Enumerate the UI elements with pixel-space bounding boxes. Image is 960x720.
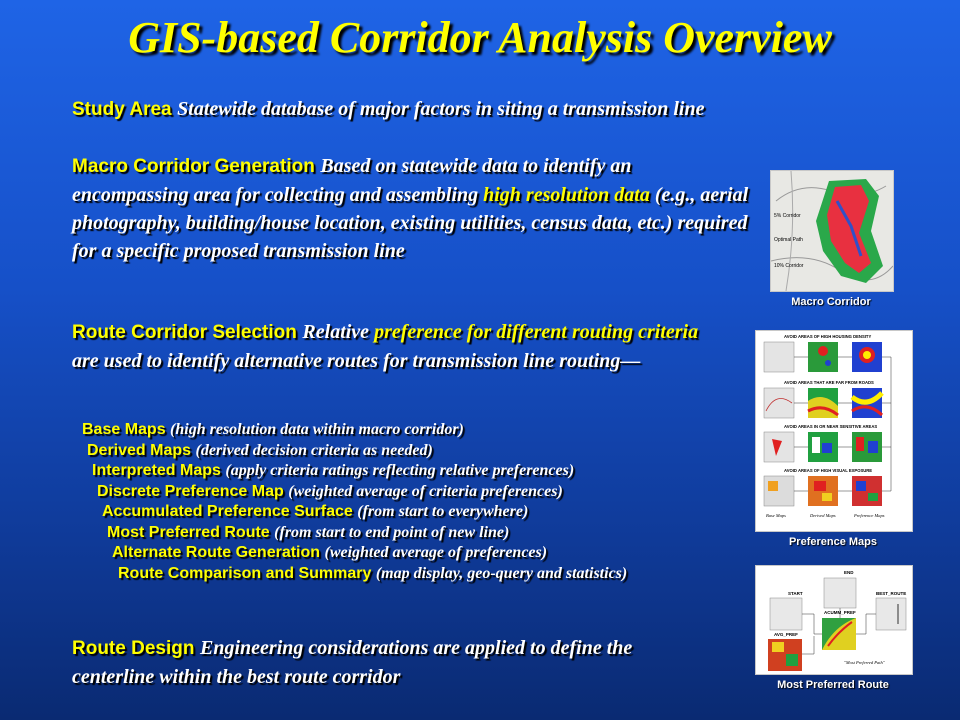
step-desc: (map display, geo-query and statistics)	[375, 564, 628, 582]
macro-corridor-text-1: Based on statewide data to identify an encompassing area for collecting and assembling	[72, 155, 632, 206]
step-base-maps	[82, 420, 762, 441]
macro-corridor-section	[72, 152, 752, 265]
route-label-best-route: BEST_ROUTE	[876, 591, 907, 596]
macro-corridor-heading: Macro Corridor Generation	[72, 156, 315, 177]
pref-col-base: Base Maps	[766, 513, 786, 518]
macro-corridor-figure	[770, 170, 894, 292]
route-design-section	[72, 634, 712, 691]
route-selection-text-1: Relative	[302, 321, 375, 343]
step-desc: (from start to everywhere)	[357, 503, 529, 520]
step-label: Accumulated Preference Surface	[102, 503, 353, 520]
step-desc: (high resolution data within macro corridor)	[170, 421, 464, 438]
step-label: Derived Maps	[87, 441, 192, 459]
step-desc: (from start to end point of new line)	[274, 523, 510, 541]
step-desc: (apply criteria ratings reflecting relative preferences)	[225, 462, 575, 479]
route-label-most-preferred-path: "Most Preferred Path"	[844, 660, 885, 665]
macro-corridor-caption: Macro Corridor	[791, 296, 871, 308]
route-label-avg-pref: AVG_PREF	[774, 632, 798, 637]
pref-row-label-4: AVOID AREAS OF HIGH VISUAL EXPOSURE	[784, 468, 873, 473]
macro-corridor-text-2: (e.g., aerial photography, building/house location, existing utilities, census data, etc.) required for a specific proposed transmission line	[72, 184, 749, 262]
step-accumulated-preference-surface	[82, 502, 762, 523]
preference-maps-caption: Preference Maps	[788, 536, 878, 548]
most-preferred-route-caption: Most Preferred Route	[777, 679, 889, 691]
pref-col-preference: Preference Maps	[854, 513, 885, 518]
step-desc: (weighted average of criteria preferences)	[288, 482, 563, 500]
step-alternate-route-generation	[82, 543, 762, 564]
study-area-heading: Study Area	[72, 99, 172, 120]
step-label: Interpreted Maps	[92, 462, 221, 479]
route-design-text: Engineering considerations are applied to define the centerline within the best route corridor	[72, 637, 633, 688]
step-label: Route Comparison and Summary	[118, 564, 372, 582]
step-label: Base Maps	[82, 421, 166, 438]
preference-maps-figure	[755, 330, 913, 532]
route-selection-heading: Route Corridor Selection	[72, 322, 297, 343]
step-derived-maps	[82, 441, 762, 462]
route-design-heading: Route Design	[72, 638, 195, 659]
macro-label-5pct: 5% Corridor	[774, 213, 801, 219]
step-label: Alternate Route Generation	[112, 544, 321, 561]
route-selection-highlight: preference for different routing criteria	[374, 321, 699, 343]
most-preferred-route-figure	[755, 565, 913, 675]
page-title: GIS-based Corridor Analysis Overview	[128, 13, 832, 62]
step-desc: (weighted average of preferences)	[324, 544, 548, 561]
step-most-preferred-route	[82, 523, 762, 544]
pref-row-label-1: AVOID AREAS OF HIGH HOUSING DENSITY	[784, 334, 872, 339]
route-label-acumm-pref: ACUMM_PREF	[824, 610, 856, 615]
route-label-end: END	[844, 570, 854, 575]
route-selection-section	[72, 318, 712, 375]
step-route-comparison-and-summary	[82, 564, 762, 585]
pref-row-label-3: AVOID AREAS IN OR NEAR SENSITIVE AREAS	[784, 424, 878, 429]
study-area-section	[72, 95, 892, 124]
route-label-start: START	[788, 591, 803, 596]
step-interpreted-maps	[82, 461, 762, 482]
macro-label-10pct: 10% Corridor	[774, 263, 804, 269]
step-label: Discrete Preference Map	[97, 482, 284, 500]
macro-corridor-highlight: high resolution data	[483, 184, 650, 206]
analysis-steps-list	[82, 420, 762, 584]
study-area-text: Statewide database of major factors in siting a transmission line	[177, 98, 705, 120]
step-discrete-preference-map	[82, 482, 762, 503]
route-selection-text-2: are used to identify alternative routes for transmission line routing—	[72, 350, 641, 372]
step-label: Most Preferred Route	[107, 523, 270, 541]
step-desc: (derived decision criteria as needed)	[195, 441, 433, 459]
macro-label-optimal-path: Optimal Path	[774, 237, 803, 243]
pref-row-label-2: AVOID AREAS THAT ARE FAR FROM ROADS	[784, 380, 874, 385]
pref-col-derived: Derived Maps	[810, 513, 836, 518]
